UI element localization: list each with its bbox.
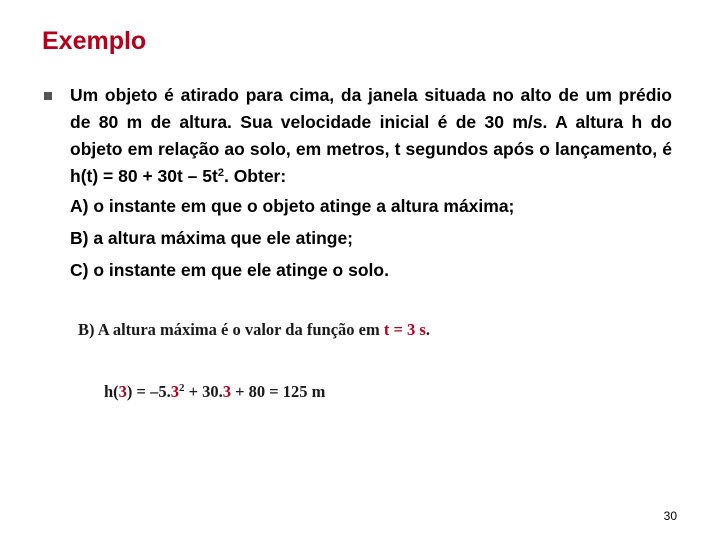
formula-value: 3	[118, 382, 127, 401]
slide-title: Exemplo	[42, 27, 147, 55]
formula-exponent: 2	[178, 382, 185, 394]
solution-b-text: B) A altura máxima é o valor da função em	[78, 320, 384, 339]
solution-b-highlight: t = 3 s	[383, 320, 426, 339]
problem-statement	[70, 82, 672, 190]
solution-b	[78, 320, 430, 340]
formula-part: h(	[104, 382, 119, 401]
bullet-square-icon	[44, 92, 52, 100]
problem-text: Um objeto é atirado para cima, da janela situada no alto de um prédio de 80 m de altura. Sua velocidade inicial é de 30 m/s. A altura h do objeto em relação ao solo, em metros, t segundos após o lançamento, é h(t) = 80 + 30t – 5t	[70, 85, 672, 186]
problem-exponent: 2	[217, 167, 224, 179]
item-b: B) a altura máxima que ele atinge;	[70, 228, 354, 248]
formula-part: + 80 = 125 m	[230, 382, 326, 401]
formula-value: 3	[222, 382, 231, 401]
formula-value: 3	[170, 382, 179, 401]
solution-b-end: .	[425, 320, 430, 339]
formula	[104, 382, 325, 402]
problem-text-end: . Obter:	[223, 166, 287, 186]
formula-part: + 30.	[184, 382, 223, 401]
page-number: 30	[663, 509, 677, 523]
item-c: C) o instante em que ele atinge o solo.	[70, 260, 389, 280]
item-a: A) o instante em que o objeto atinge a altura máxima;	[70, 196, 515, 216]
formula-part: ) = –5.	[126, 382, 171, 401]
